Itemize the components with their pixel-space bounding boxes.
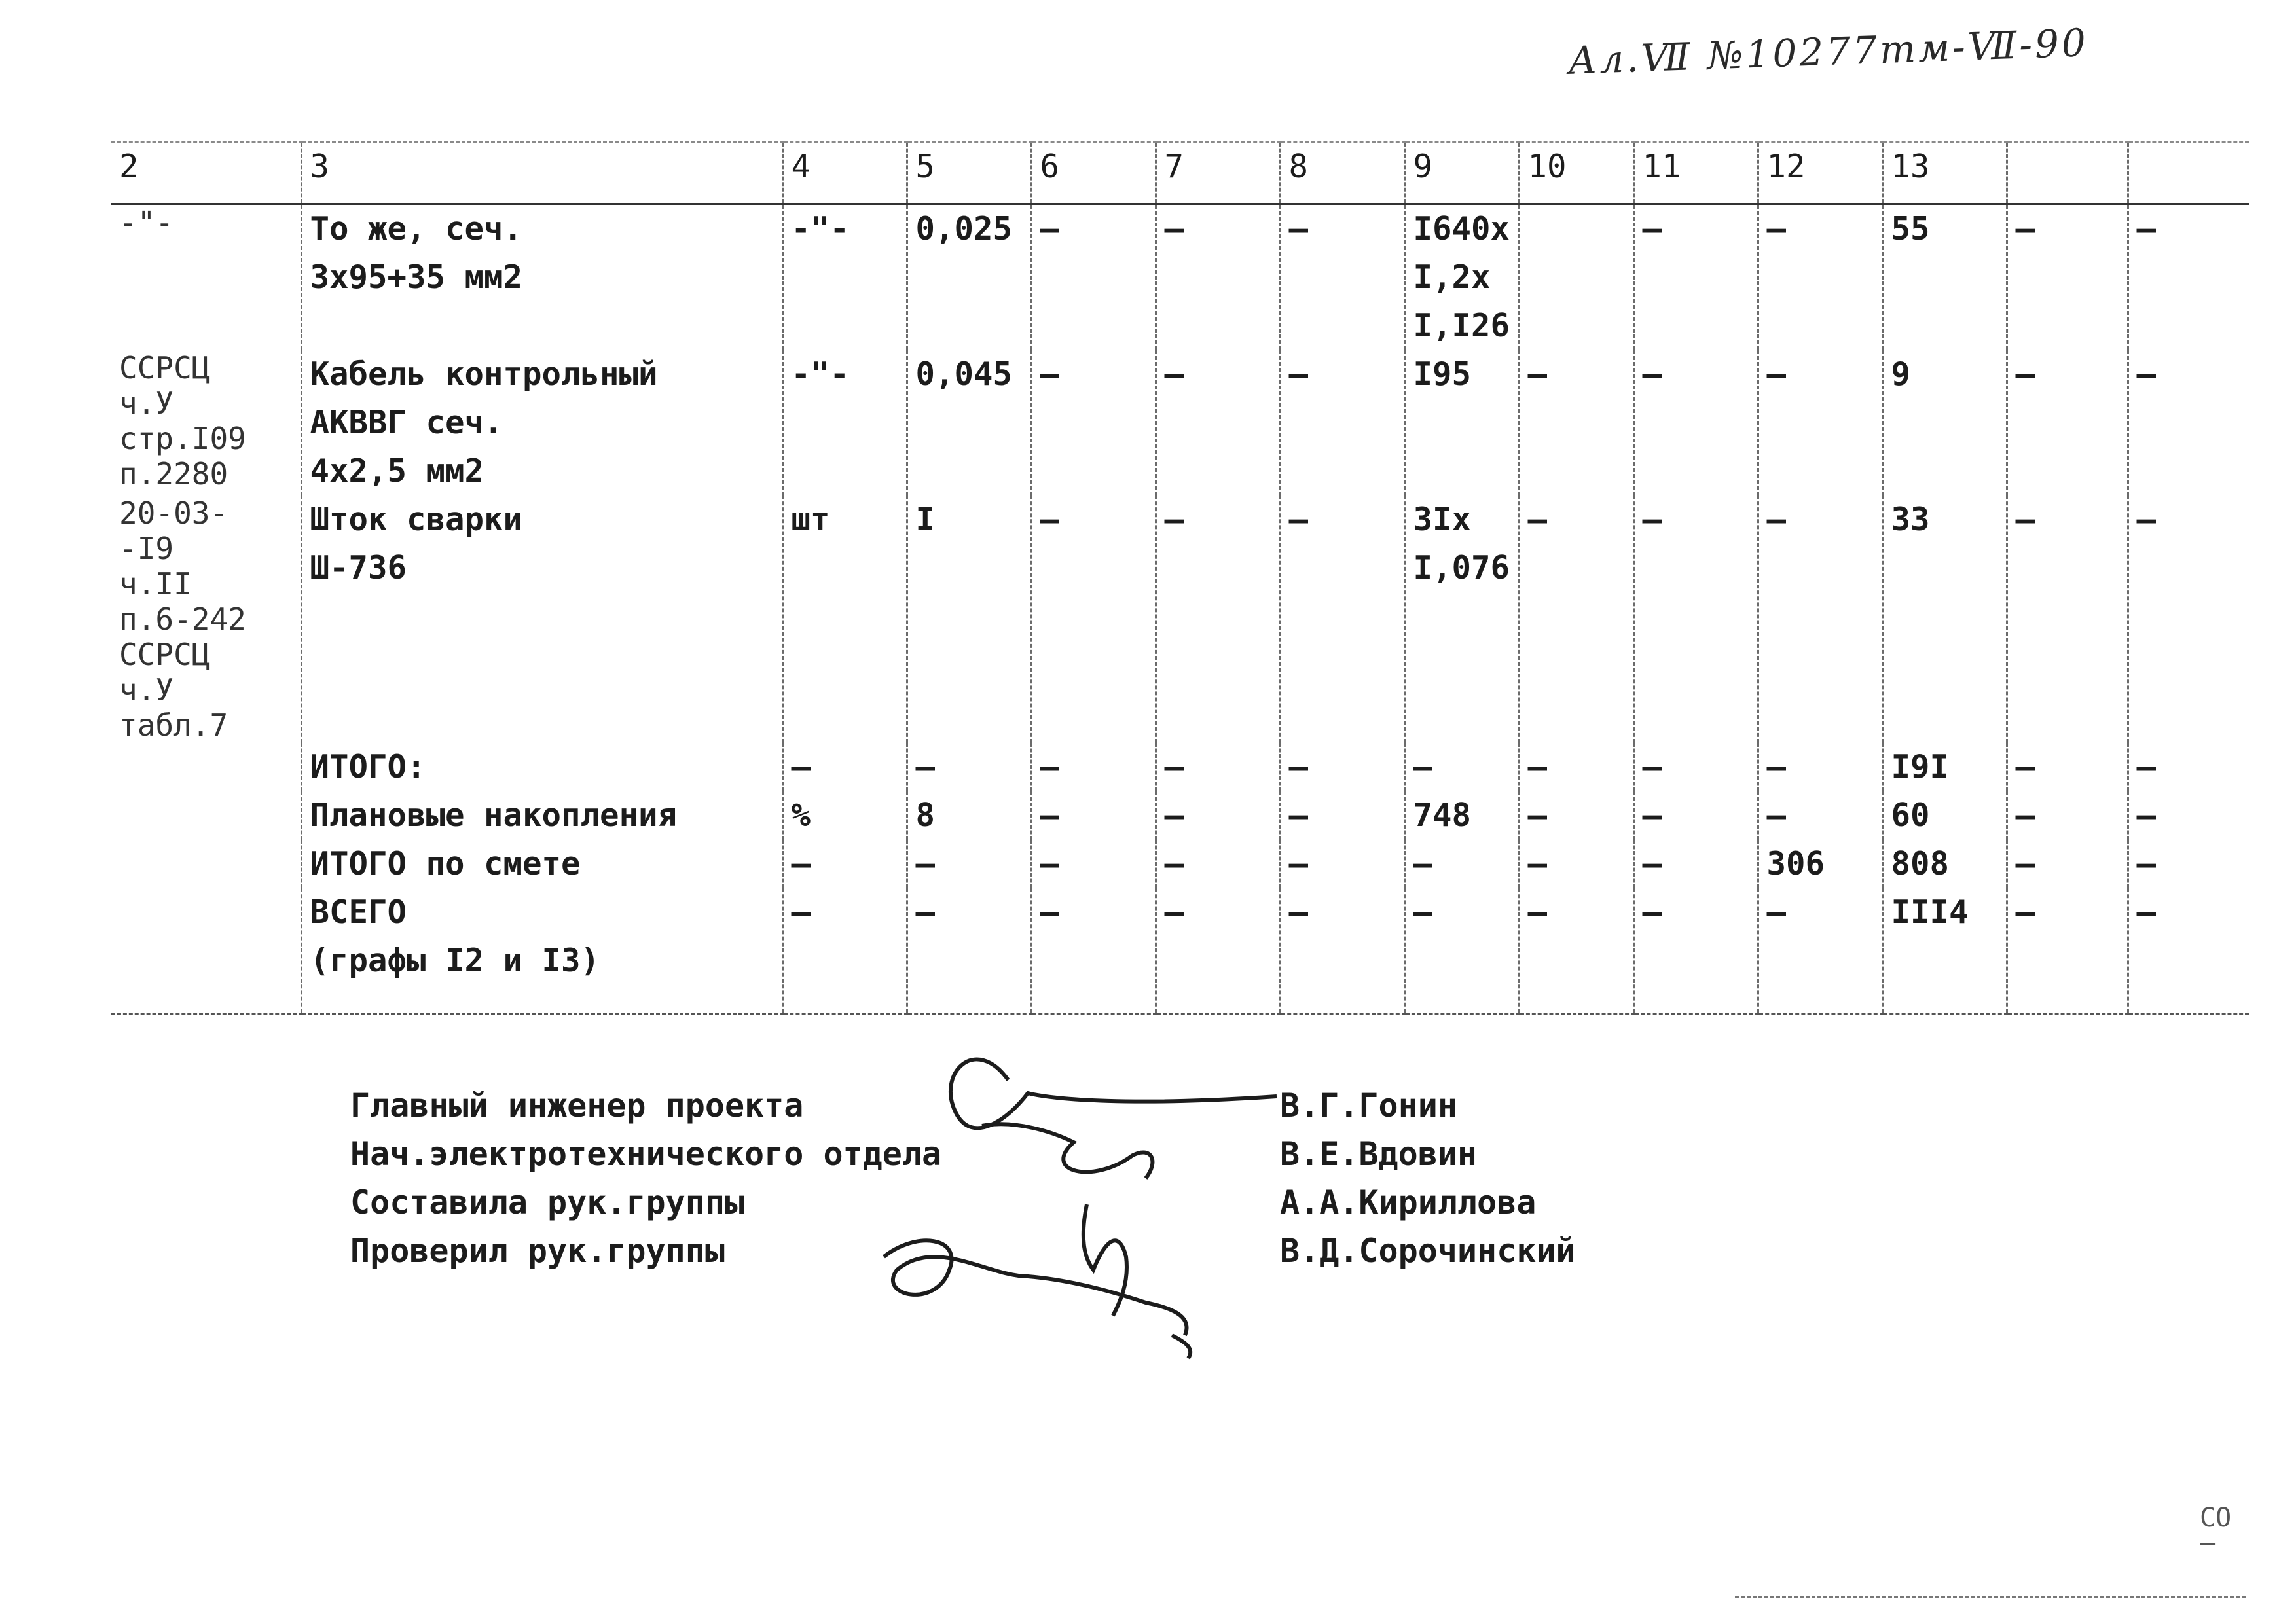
- table-cell: –: [2128, 888, 2249, 1014]
- signature-stroke: [1172, 1335, 1190, 1358]
- table-cell: –: [1156, 743, 1280, 791]
- table-cell: –: [1758, 888, 1882, 1014]
- table-cell: 808: [1882, 840, 2007, 888]
- table-cell: –: [1519, 743, 1633, 791]
- table-cell: ВСЕГО (графы I2 и I3): [301, 888, 782, 1014]
- signature-row: [350, 1183, 1660, 1232]
- col-header: 11: [1633, 142, 1758, 204]
- table-cell: –: [1156, 791, 1280, 840]
- table-cell: –: [2128, 743, 2249, 791]
- table-cell: –: [1633, 743, 1758, 791]
- table-cell: 8: [907, 791, 1031, 840]
- table-cell: –: [1633, 350, 1758, 496]
- footer-divider: [1735, 1596, 2246, 1598]
- table-cell: 60: [1882, 791, 2007, 840]
- table-cell: –: [1519, 791, 1633, 840]
- table-cell: –: [1758, 496, 1882, 743]
- table-row: [111, 350, 2249, 496]
- col-header: 2: [111, 142, 301, 204]
- col-header: 5: [907, 142, 1031, 204]
- table-cell: –: [1519, 350, 1633, 496]
- table-cell: –: [1031, 204, 1156, 351]
- table-cell: –: [1633, 791, 1758, 840]
- table-cell: шт: [782, 496, 907, 743]
- table-cell: 20-03- -I9 ч.II п.6-242 ССРСЦ ч.У табл.7: [119, 496, 246, 743]
- page-stamp: СО —: [2200, 1503, 2232, 1558]
- col-header: 6: [1031, 142, 1156, 204]
- table-cell: 9: [1882, 350, 2007, 496]
- table-cell: 0,045: [907, 350, 1031, 496]
- table-cell: –: [2007, 840, 2128, 888]
- table-cell: -"-: [119, 205, 174, 240]
- table-cell: –: [782, 888, 907, 1014]
- table-cell: –: [1031, 496, 1156, 743]
- table-cell: [111, 743, 301, 791]
- column-number-row: [111, 142, 2249, 204]
- table-cell: –: [907, 840, 1031, 888]
- table-cell: I640х I,2х I,I26: [1404, 204, 1519, 351]
- table-cell: –: [1280, 888, 1404, 1014]
- table-cell: –: [1280, 204, 1404, 351]
- col-header: 9: [1404, 142, 1519, 204]
- signer-name: В.Г.Гонин: [1280, 1087, 1457, 1125]
- table-cell: I95: [1404, 350, 1519, 496]
- table-cell: -"-: [782, 350, 907, 496]
- table-cell: [1519, 204, 1633, 351]
- table-cell: –: [1633, 840, 1758, 888]
- table-cell: –: [2128, 204, 2249, 351]
- table-cell: –: [1519, 840, 1633, 888]
- table-cell: Шток сварки Ш-736: [301, 496, 782, 743]
- table-cell: –: [1758, 204, 1882, 351]
- table-cell: 748: [1404, 791, 1519, 840]
- table-cell: То же, сеч. 3х95+35 мм2: [301, 204, 782, 351]
- table-row: [111, 791, 2249, 840]
- table-cell: –: [1280, 496, 1404, 743]
- table-cell: –: [1156, 888, 1280, 1014]
- table-cell: –: [1156, 204, 1280, 351]
- table-cell: –: [2007, 888, 2128, 1014]
- signer-name: А.А.Кириллова: [1280, 1183, 1537, 1221]
- table-cell: 33: [1882, 496, 2007, 743]
- table-cell: –: [1280, 743, 1404, 791]
- col-header: 7: [1156, 142, 1280, 204]
- table-cell: –: [1633, 204, 1758, 351]
- table-cell: –: [1031, 791, 1156, 840]
- table-cell: –: [2128, 791, 2249, 840]
- table-cell: –: [1280, 840, 1404, 888]
- table-cell: ИТОГО по смете: [301, 840, 782, 888]
- signer-name: В.Д.Сорочинский: [1280, 1232, 1576, 1270]
- table-cell: -"-: [782, 204, 907, 351]
- table-cell: –: [907, 888, 1031, 1014]
- table-cell: –: [1404, 888, 1519, 1014]
- table-cell: –: [1280, 791, 1404, 840]
- table-cell: 0,025: [907, 204, 1031, 351]
- table-cell: –: [1633, 496, 1758, 743]
- table-cell: –: [1519, 888, 1633, 1014]
- table-cell: ИТОГО:: [301, 743, 782, 791]
- table-cell: –: [2007, 743, 2128, 791]
- table-cell: –: [1404, 743, 1519, 791]
- signer-role: Составила рук.группы: [350, 1183, 745, 1221]
- table-cell: –: [2007, 204, 2128, 351]
- table-row: [111, 840, 2249, 888]
- table-cell: %: [782, 791, 907, 840]
- table-cell: I: [907, 496, 1031, 743]
- table-cell: –: [2007, 791, 2128, 840]
- table-cell: 55: [1882, 204, 2007, 351]
- signature-row: [350, 1087, 1660, 1135]
- table-cell: –: [2128, 350, 2249, 496]
- signer-role: Проверил рук.группы: [350, 1232, 725, 1270]
- signer-role: Нач.электротехнического отдела: [350, 1135, 942, 1173]
- col-header: 12: [1758, 142, 1882, 204]
- table-cell: III4: [1882, 888, 2007, 1014]
- col-header: 4: [782, 142, 907, 204]
- table-cell: –: [782, 743, 907, 791]
- table-cell: –: [1633, 888, 1758, 1014]
- estimate-table: [111, 141, 2249, 1015]
- table-cell: –: [907, 743, 1031, 791]
- table-cell: Кабель контрольный АКВВГ сеч. 4х2,5 мм2: [301, 350, 782, 496]
- table-cell: –: [1519, 496, 1633, 743]
- table-cell: –: [1031, 888, 1156, 1014]
- archive-code: Ал.Ⅶ №10277тм-Ⅶ-90: [1567, 20, 2089, 83]
- col-header: [2128, 142, 2249, 204]
- table-cell: 3Iх I,076: [1404, 496, 1519, 743]
- signer-name: В.Е.Вдовин: [1280, 1135, 1478, 1173]
- col-header: 3: [301, 142, 782, 204]
- table-cell: –: [1031, 743, 1156, 791]
- signature-row: [350, 1135, 1660, 1183]
- signer-role: Главный инженер проекта: [350, 1087, 804, 1125]
- table-row: [111, 888, 2249, 1014]
- col-header: [2007, 142, 2128, 204]
- table-row: [111, 743, 2249, 791]
- table-cell: –: [1280, 350, 1404, 496]
- signature-block: [350, 1087, 1660, 1280]
- table-cell: [111, 791, 301, 840]
- table-cell: –: [1758, 791, 1882, 840]
- table-cell: [111, 888, 301, 1014]
- table-row: [111, 204, 2249, 351]
- table-cell: –: [1156, 350, 1280, 496]
- table-cell: ССРСЦ ч.У стр.I09 п.2280: [119, 350, 246, 492]
- table-cell: –: [1758, 350, 1882, 496]
- signature-row: [350, 1232, 1660, 1280]
- table-cell: –: [1758, 743, 1882, 791]
- table-cell: –: [2007, 350, 2128, 496]
- table-cell: –: [2128, 496, 2249, 743]
- table-cell: –: [1156, 840, 1280, 888]
- table-cell: –: [1031, 840, 1156, 888]
- col-header: 10: [1519, 142, 1633, 204]
- table-cell: –: [2007, 496, 2128, 743]
- table-cell: –: [782, 840, 907, 888]
- col-header: 13: [1882, 142, 2007, 204]
- table-cell: I9I: [1882, 743, 2007, 791]
- table-cell: –: [1031, 350, 1156, 496]
- table-cell: Плановые накопления: [301, 791, 782, 840]
- table-cell: [111, 840, 301, 888]
- table-cell: –: [2128, 840, 2249, 888]
- table-cell: –: [1404, 840, 1519, 888]
- table-row: [111, 496, 2249, 743]
- col-header: 8: [1280, 142, 1404, 204]
- table-cell: –: [1156, 496, 1280, 743]
- table-cell: 306: [1758, 840, 1882, 888]
